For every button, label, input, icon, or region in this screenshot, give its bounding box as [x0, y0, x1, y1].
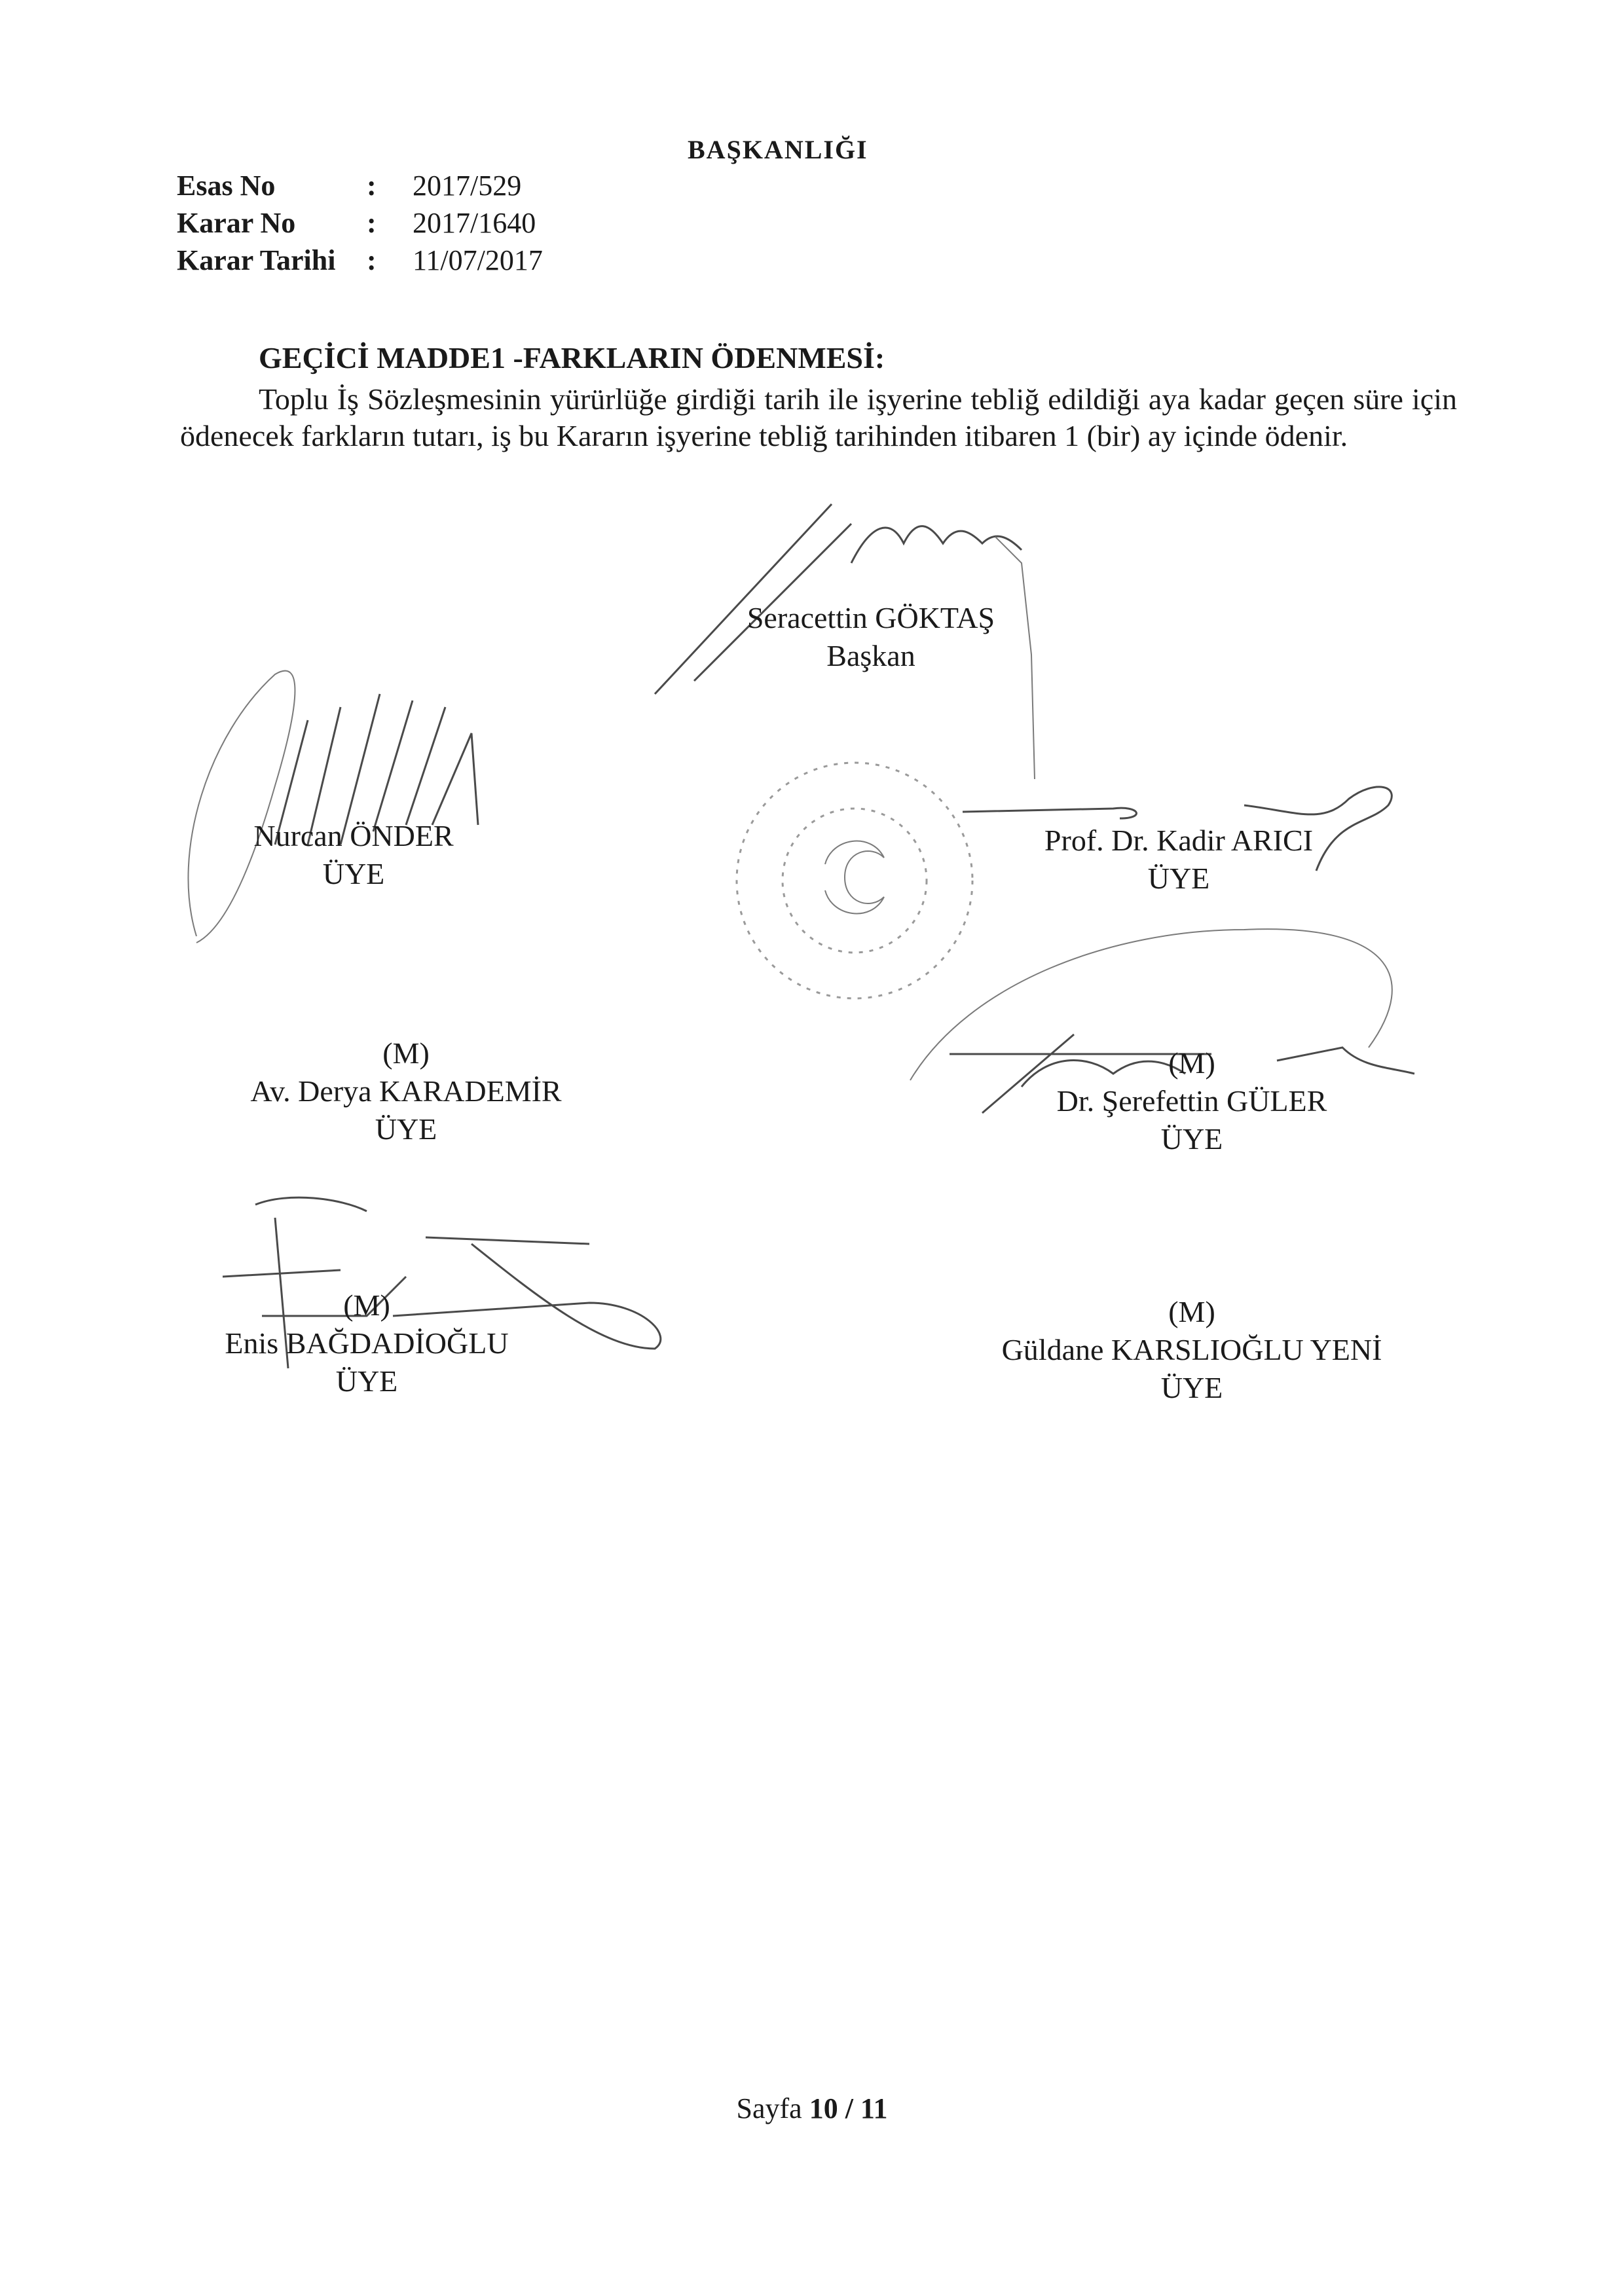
signatory-mark: (M) — [1168, 1295, 1215, 1328]
signatory-guler — [995, 1044, 1388, 1158]
signatory-arici — [969, 822, 1388, 898]
meta-label: Karar No — [177, 207, 296, 239]
organization-heading: BAŞKANLIĞI — [688, 135, 868, 164]
page-footer — [0, 2092, 1624, 2125]
signatory-president — [688, 599, 1054, 675]
official-seal — [737, 763, 972, 998]
section-title: GEÇİCİ MADDE1 -FARKLARIN ÖDENMESİ: — [259, 341, 885, 374]
signatory-name: Güldane KARSLIOĞLU YENİ — [1001, 1333, 1382, 1366]
meta-value: 2017/1640 — [413, 207, 536, 239]
meta-separator: : — [367, 170, 377, 202]
signatory-name: Av. Derya KARADEMİR — [250, 1074, 562, 1108]
page-label: Sayfa — [736, 2092, 809, 2124]
signatory-karademir — [196, 1034, 616, 1148]
signatory-name: Enis BAĞDADİOĞLU — [225, 1326, 509, 1360]
signatory-role: ÜYE — [375, 1112, 437, 1146]
meta-label: Karar Tarihi — [177, 244, 336, 276]
signatory-name: Prof. Dr. Kadir ARICI — [1044, 824, 1314, 857]
signatory-name: Dr. Şerefettin GÜLER — [1056, 1084, 1327, 1118]
signatory-mark: (M) — [343, 1288, 390, 1322]
signatory-mark: (M) — [382, 1036, 430, 1070]
signatory-mark: (M) — [1168, 1046, 1215, 1080]
signatory-role: Başkan — [826, 639, 915, 672]
page-number: 10 / 11 — [809, 2092, 888, 2124]
signatory-onder — [196, 817, 511, 893]
signatory-role: ÜYE — [1160, 1122, 1223, 1156]
meta-value: 2017/529 — [413, 170, 522, 202]
meta-separator: : — [367, 207, 377, 239]
signatory-role: ÜYE — [322, 857, 385, 890]
signatory-name: Seracettin GÖKTAŞ — [747, 601, 995, 634]
onder-signature — [188, 671, 478, 943]
signatory-karslioglu — [963, 1293, 1421, 1407]
signatory-name: Nurcan ÖNDER — [253, 819, 454, 852]
signatory-role: ÜYE — [1160, 1371, 1223, 1404]
signatory-bagdadioglu — [196, 1286, 537, 1400]
section-paragraph: Toplu İş Sözleşmesinin yürürlüğe girdiği tarih ile işyerine tebliğ edildiği aya kadar geçen süre için ödenecek farkların tutarı, iş bu Kararın işyerine tebliğ tarihinden itibaren 1 (bir) ay içinde ödenir. — [180, 382, 1457, 452]
meta-value: 11/07/2017 — [413, 244, 543, 276]
meta-separator: : — [367, 244, 377, 276]
signatory-role: ÜYE — [1147, 862, 1210, 895]
meta-label: Esas No — [177, 170, 276, 202]
signatory-role: ÜYE — [335, 1364, 398, 1398]
